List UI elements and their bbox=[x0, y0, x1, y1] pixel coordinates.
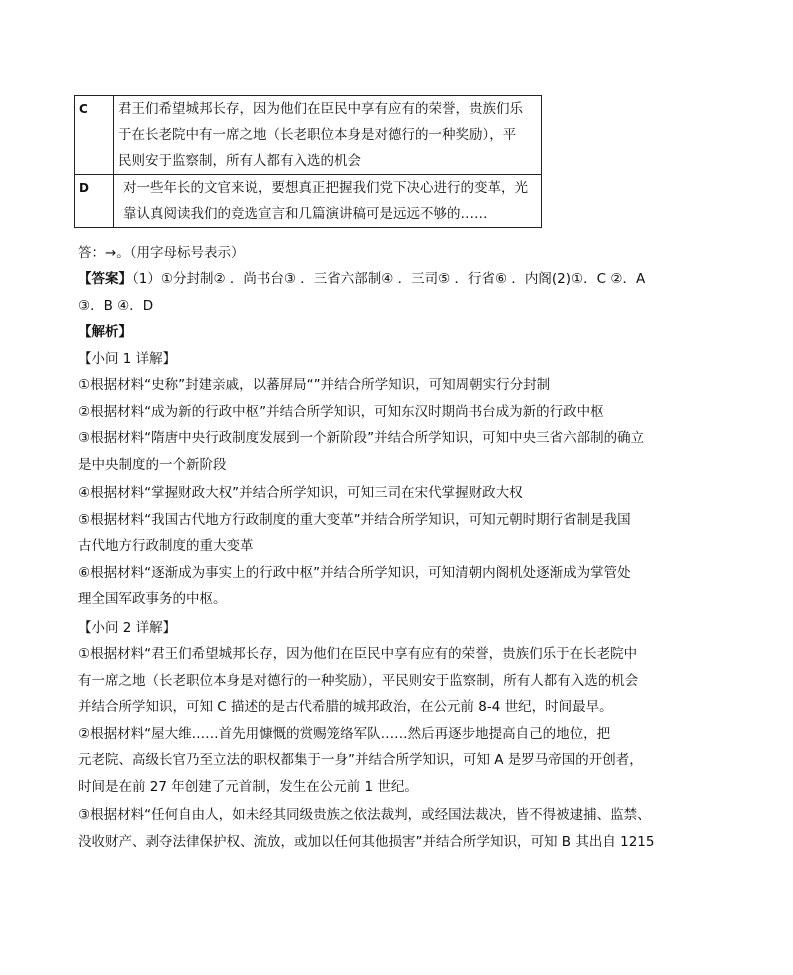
option-line: 君王们希望城邦长存，因为他们在臣民中享有应有的荣誉，贵族们乐 bbox=[118, 101, 523, 117]
q2-para-2-cont: 元老院、高级长官乃至立法的职权都集于一身”并结合所学知识，可知 A 是罗马帝国的开创者， bbox=[78, 752, 643, 768]
answer-text: （1）①分封制② ．尚书台③ ．三省六部制④ ．三司⑤ ．行省⑥ ．内阁(2)①．C ②．A bbox=[132, 271, 646, 287]
q1-para-5: ⑤根据材料“我国古代地方行政制度的重大变革”并结合所学知识，可知元朝时期行省制是我国 bbox=[78, 511, 631, 528]
q2-para-3-cont: 没收财产、剥夺法律保护权、流放，或加以任何其他损害”并结合所学知识，可知 B 其出自 1215 bbox=[78, 833, 655, 850]
q1-heading: 【小问 1 详解】 bbox=[78, 350, 177, 367]
option-line: 靠认真阅读我们的竞选宣言和几篇演讲稿可是远远不够的…… bbox=[123, 206, 488, 222]
q1-para-4: ④根据材料“掌握财政大权”并结合所学知识，可知三司在宋代掌握财政大权 bbox=[78, 485, 523, 501]
q1-para-1: ①根据材料“史称”封建亲戚，以蕃屏局“”并结合所学知识，可知周朝实行分封制 bbox=[78, 377, 551, 393]
table-row-c bbox=[75, 96, 542, 175]
q2-para-2-cont: 时间是在前 27 年创建了元首制，发生在公元前 1 世纪。 bbox=[78, 778, 418, 795]
option-line: 于在长老院中有一席之地（长老职位本身是对德行的一种奖励），平 bbox=[118, 127, 517, 143]
q1-para-5-cont: 古代地方行政制度的重大变革 bbox=[78, 538, 254, 554]
q2-para-1: ①根据材料“君王们希望城邦长存，因为他们在臣民中享有应有的荣誉，贵族们乐于在长老院中 bbox=[78, 646, 638, 662]
option-text bbox=[114, 96, 542, 175]
option-letter: D bbox=[75, 175, 114, 228]
q2-para-3: ③根据材料“任何自由人，如未经其同级贵族之依法裁判，或经国法裁决，皆不得被逮捕、监禁、 bbox=[78, 807, 651, 823]
table-row-d bbox=[75, 175, 542, 228]
q2-heading: 【小问 2 详解】 bbox=[78, 619, 177, 636]
q2-para-1-cont: 并结合所学知识，可知 C 描述的是古代希腊的城邦政治，在公元前 8-4 世纪，时间最早。 bbox=[78, 699, 613, 715]
q1-para-6-cont: 理全国军政事务的中枢。 bbox=[78, 591, 227, 607]
q1-para-6: ⑥根据材料“逐渐成为事实上的行政中枢”并结合所学知识，可知清朝内阁机处逐渐成为掌管处 bbox=[78, 564, 631, 581]
q2-para-2: ②根据材料“屋大维……首先用慷慨的赏赐笼络军队……然后再逐步地提高自己的地位，把 bbox=[78, 725, 611, 742]
option-line: 民则安于监察制，所有人都有入选的机会 bbox=[118, 153, 361, 169]
answer-prompt: 答：→。（用字母标号表示） bbox=[78, 245, 245, 261]
q1-para-2: ②根据材料“成为新的行政中枢”并结合所学知识，可知东汉时期尚书台成为新的行政中枢 bbox=[78, 403, 604, 420]
analysis-label: 【解析】 bbox=[78, 324, 132, 340]
q1-para-3-cont: 是中央制度的一个新阶段 bbox=[78, 456, 227, 473]
answer-line-1 bbox=[78, 266, 678, 293]
answer-label: 【答案】 bbox=[78, 271, 132, 287]
solution-content bbox=[78, 266, 678, 855]
q1-para-3: ③根据材料“隋唐中央行政制度发展到一个新阶段”并结合所学知识，可知中央三省六部制的确立 bbox=[78, 430, 645, 446]
option-text bbox=[114, 175, 542, 228]
options-table bbox=[74, 95, 542, 228]
option-line: 对一些年长的文官来说，要想真正把握我们党下决心进行的变革，光 bbox=[123, 180, 528, 196]
answer-line-2: ③．B ④．D bbox=[78, 297, 154, 314]
q2-para-1-cont: 有一席之地（长老职位本身是对德行的一种奖励），平民则安于监察制，所有人都有入选的机会 bbox=[78, 672, 639, 689]
option-letter: C bbox=[75, 96, 114, 175]
